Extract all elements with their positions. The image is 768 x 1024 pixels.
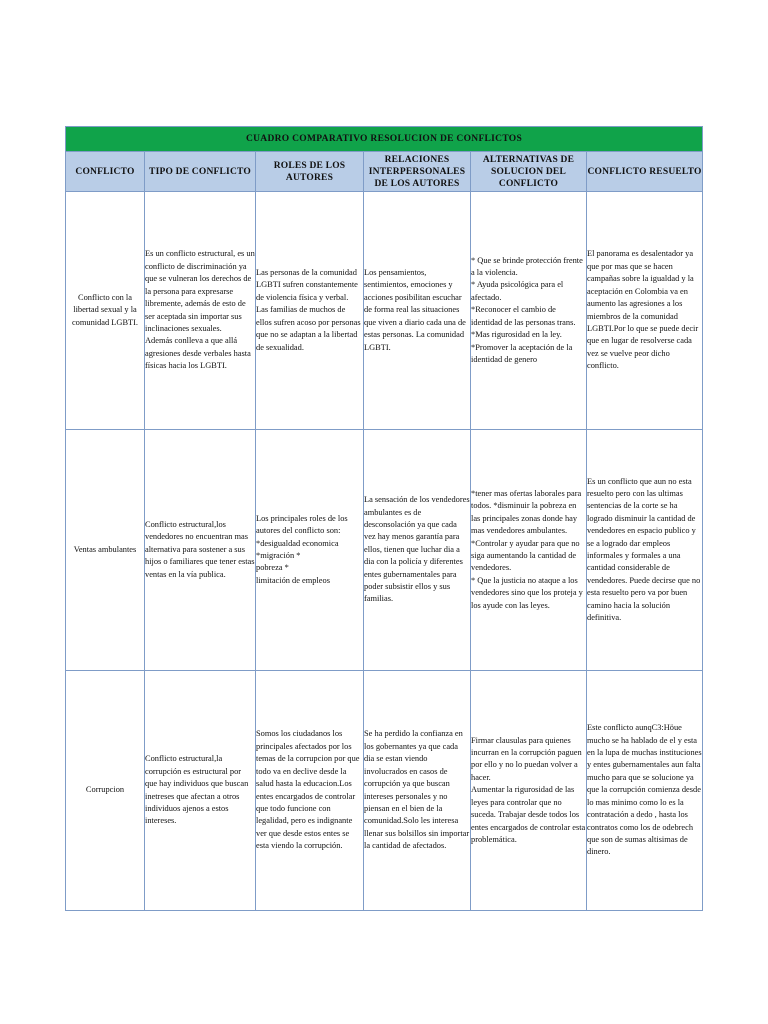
cell-text: Los principales roles de los autores del conflicto son: *desigualdad economica *migración * pobreza * limitación de empleos xyxy=(256,513,348,585)
cell-text: Ventas ambulantes xyxy=(73,544,137,554)
cell-alternativas xyxy=(471,430,587,671)
cell-text: Firmar clausulas para quienes incurran en la corrupción paguen por ello y no lo puedan volver a hacer. Aumentar la rigurosidad de las leyes para controlar que no suceda. Trabajar desde todos los entes encargados de controlar esta problemática. xyxy=(471,735,586,844)
cell-text: Las personas de la comunidad LGBTI sufren constantemente de violencia física y verbal. Las familias de muchos de ellos sufren acoso por personas que no se adaptan a la libertad de sexualidad. xyxy=(256,268,361,352)
comparison-table xyxy=(65,126,703,911)
cell-text: Se ha perdido la confianza en los gobernantes ya que cada dia se estan viendo involucrados en casos de corrupción ya que buscan intereses personales y no piensan en el bien de la comunidad.Solo les interesa llenar sus bolsillos sin importar la cantidad de afectados. xyxy=(364,729,470,851)
table-row xyxy=(66,671,703,911)
cell-resuelto xyxy=(587,671,703,911)
table-title: CUADRO COMPARATIVO RESOLUCION DE CONFLICTOS xyxy=(66,127,703,152)
cell-relaciones xyxy=(364,430,471,671)
cell-text: Corrupcion xyxy=(85,785,125,795)
cell-tipo xyxy=(145,192,256,430)
cell-tipo xyxy=(145,430,256,671)
cell-text: * Que se brinde protección frente a la violencia. * Ayuda psicológica para el afectado. *Reconocer el cambio de identidad de las personas trans. *Mas rigurosidad en la ley. *Promover la aceptación de la identidad de genero xyxy=(471,255,583,364)
cell-conflicto xyxy=(66,671,145,911)
cell-text: *tener mas ofertas laborales para todos. *disminuir la pobreza en las principales zonas donde hay mas vendedores ambulantes. *Controlar y ayudar para que no siga aumentando la cantidad de vendedores. * Que la justicia no ataque a los vendedores sino que los proteja y los ayude con las leyes. xyxy=(471,488,583,610)
cell-text: Los pensamientos, sentimientos, emociones y acciones posibilitan escuchar de forma real las situaciones que viven a diario cada una de estas personas. La comunidad LGBTI. xyxy=(364,268,466,352)
cell-tipo xyxy=(145,671,256,911)
cell-text: Somos los ciudadanos los principales afectados por los temas de la corrupcion por que todo va en declive desde la salud hasta la educacion.Los entes encargados de controlar que todo funcione con legalidad, pero es indignante ver que desde estos entes se esta viendo la corrupción. xyxy=(256,729,360,851)
header-tipo-de-conflicto: TIPO DE CONFLICTO xyxy=(145,152,256,192)
cell-relaciones xyxy=(364,192,471,430)
header-conflicto: CONFLICTO xyxy=(66,152,145,192)
cell-text: Es un conflicto que aun no esta resuelto pero con las ultimas sentencias de la corte se ha logrado disminuir la cantidad de vendedores en espacio publico y se a logrado dar empleos informales y formales a una cantidad considerable de vendedores. Puede decirse que no esta resuelto pero va por buen camino hacia la solución definitiva. xyxy=(587,476,701,623)
cell-text: Este conflicto aunqC3:Höue mucho se ha hablado de el y esta en la lupa de muchas instituciones y entes gubernamentales aun falta mucho para que se solucione ya que la corrupción comienza desde lo mas minimo como lo es la contratación a dedo , hasta los contratos como los de odebrech que son de sumas altisimas de dinero. xyxy=(587,723,702,857)
cell-conflicto xyxy=(66,430,145,671)
cell-text: El panorama es desalentador ya que por mas que se hacen campañas sobre la igualdad y la aceptación en Colombia va en aumento las agresiones a los miembros de la comunidad LGBTI.Por lo que se puede decir que en lugar de resolverse cada vez se vuelve peor dicho conflicto. xyxy=(587,249,699,371)
cell-relaciones xyxy=(364,671,471,911)
cell-resuelto xyxy=(587,430,703,671)
table-row xyxy=(66,430,703,671)
header-alternativas-de-solucion: ALTERNATIVAS DE SOLUCION DEL CONFLICTO xyxy=(471,152,587,192)
cell-conflicto xyxy=(66,192,145,430)
cell-text: Conflicto estructural,la corrupción es estructural por que hay individuos que buscan inetreses que afectan a otros individuos ajenos a estos intereses. xyxy=(145,754,249,826)
header-relaciones-interpersonales: RELACIONES INTERPERSONALES DE LOS AUTORES xyxy=(364,152,471,192)
cell-roles xyxy=(256,671,364,911)
header-roles-de-los-autores: ROLES DE LOS AUTORES xyxy=(256,152,364,192)
cell-text: Es un conflicto estructural, es un conflicto de discriminación ya que se vulneran los derechos de la persona para expresarse libremente, además de esto de ser aceptada sin importar sus inclinaciones sexuales. Además conlleva a que allá agresiones desde verbales hasta físicas hacia los LGBTI. xyxy=(145,249,255,371)
cell-alternativas xyxy=(471,671,587,911)
table-row xyxy=(66,192,703,430)
cell-alternativas xyxy=(471,192,587,430)
header-conflicto-resuelto: CONFLICTO RESUELTO xyxy=(587,152,703,192)
cell-text: La sensación de los vendedores ambulantes es de desconsolación ya que cada vez hay menos garantía para ellos, tienen que luchar dia a dia con la policía y diferentes entes gubernamentales para poder subsistir ellos y sus familias. xyxy=(364,495,470,604)
cell-text: Conflicto con la libertad sexual y la comunidad LGBTI. xyxy=(71,292,139,327)
comparison-sheet xyxy=(65,126,702,911)
cell-resuelto xyxy=(587,192,703,430)
cell-text: Conflicto estructural,los vendedores no encuentran mas alternativa para sostener a sus hijos o familiares que tener estas ventas en la vía publica. xyxy=(145,519,255,579)
cell-roles xyxy=(256,430,364,671)
cell-roles xyxy=(256,192,364,430)
